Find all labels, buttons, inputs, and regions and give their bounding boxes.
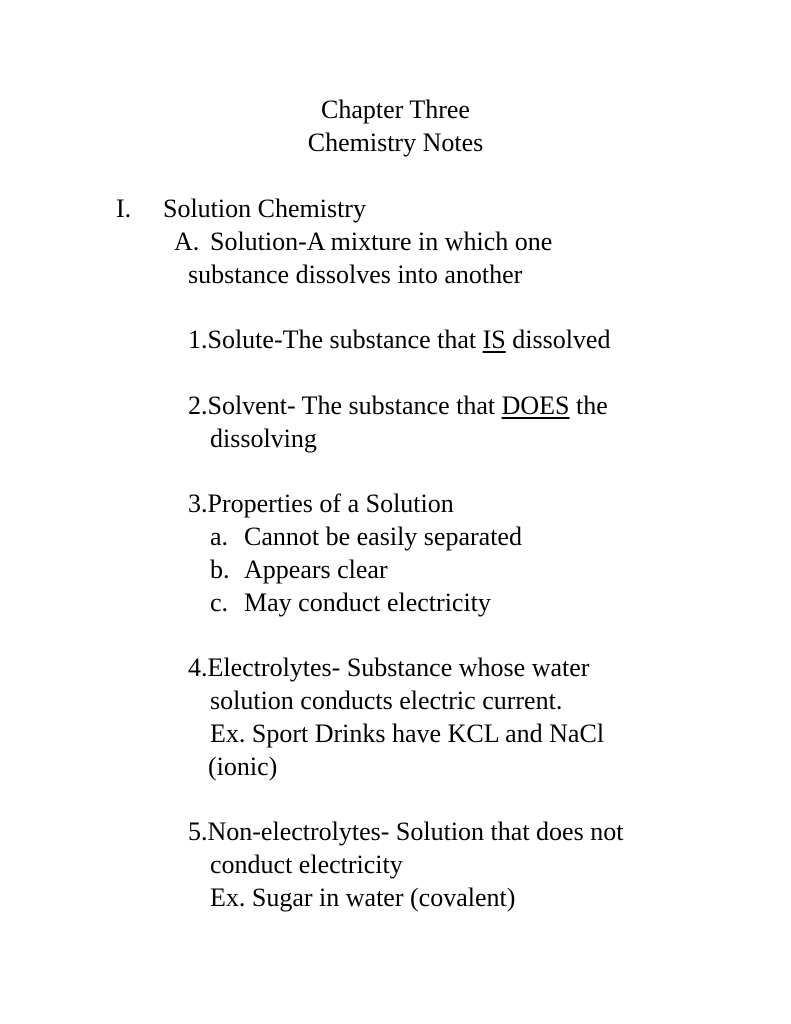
list-item-4 xyxy=(188,651,589,684)
sub-item-letter: c. xyxy=(210,588,229,617)
item-text-tail: dissolved xyxy=(505,325,611,354)
subsection-text-line-2: substance dissolves into another xyxy=(188,260,523,289)
emphasis-text: IS xyxy=(482,325,506,354)
item-text: Solvent- The substance that xyxy=(207,391,502,420)
list-item-4-line-2: solution conducts electric current. xyxy=(210,686,563,715)
sub-item-text: May conduct electricity xyxy=(244,588,491,617)
list-item-4-line-3: Ex. Sport Drinks have KCL and NaCl xyxy=(210,719,605,748)
item-number: 3. xyxy=(188,489,208,518)
item-number: 4. xyxy=(188,653,208,682)
list-item-2 xyxy=(188,389,608,422)
subsection-text-line-1: Solution-A mixture in which one xyxy=(210,227,553,256)
item-number: 1. xyxy=(188,325,208,354)
list-item-5-line-3: Ex. Sugar in water (covalent) xyxy=(210,883,516,912)
section-numeral: I. xyxy=(116,194,132,223)
item-number: 5. xyxy=(188,817,208,846)
list-item-1 xyxy=(188,323,610,356)
item-text: Electrolytes- Substance whose water xyxy=(207,653,590,682)
list-item-5-line-2: conduct electricity xyxy=(210,850,403,879)
sub-item-letter: b. xyxy=(210,555,230,584)
list-item-3 xyxy=(188,487,454,520)
emphasis-text: DOES xyxy=(501,391,570,420)
subsection-letter: A. xyxy=(174,227,200,256)
list-item-5 xyxy=(188,815,623,848)
list-item-4-line-4: (ionic) xyxy=(208,752,278,781)
section-heading: Solution Chemistry xyxy=(163,194,366,223)
sub-item-text: Cannot be easily separated xyxy=(244,522,522,551)
item-number: 2. xyxy=(188,391,208,420)
title-line-1: Chapter Three xyxy=(321,95,470,124)
item-text: Solute-The substance that xyxy=(207,325,483,354)
item-text: Properties of a Solution xyxy=(207,489,454,518)
sub-item-text: Appears clear xyxy=(244,555,388,584)
title-line-2: Chemistry Notes xyxy=(307,128,484,157)
item-text: Non-electrolytes- Solution that does not xyxy=(207,817,624,846)
list-item-2-line-2: dissolving xyxy=(210,424,317,453)
item-text-tail: the xyxy=(569,391,608,420)
sub-item-letter: a. xyxy=(210,522,229,551)
